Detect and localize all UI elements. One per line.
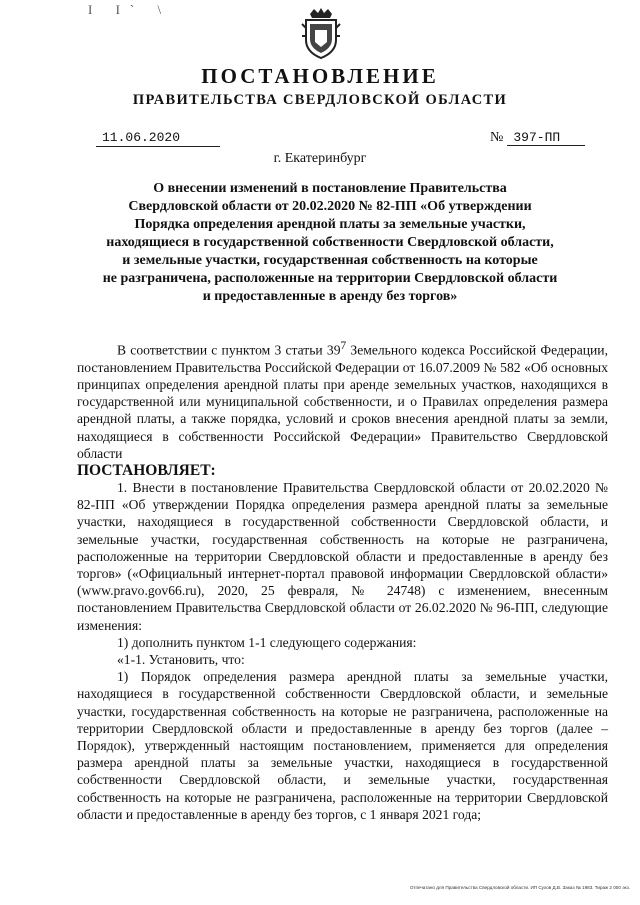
preamble-paragraph — [77, 338, 608, 462]
heading-line: и предоставленные в аренду без торгов» — [202, 289, 458, 304]
heading-line: и земельные участки, государственная собственность на которые — [122, 253, 538, 268]
body-paragraph: 1) Порядок определения размера арендной платы за земельные участки, находящиеся в государственной собственности Свердловской области, и земельные участки, государственная собственность на которые не разграничена, расположенные на территории Свердловской области и предоставленные в аренду без торгов (далее – Порядок), утвержденный настоящим постановлением, применяется для определения размера арендной платы за земельные участки, находящиеся в государственной собственности Свердловской области, и земельные участки, государственная собственность на которые не разграничена, расположенные на территории Свердловской области и предоставленные в аренду без торгов, с 1 января 2021 года; — [77, 669, 608, 822]
city: г. Екатеринбург — [273, 151, 367, 166]
heading-line: Порядка определения арендной платы за земельные участки, — [134, 217, 526, 232]
date-field — [96, 128, 220, 147]
document-heading — [80, 180, 580, 306]
body-paragraph: 1) дополнить пунктом 1-1 следующего содержания: — [117, 634, 417, 650]
issuer-title: ПРАВИТЕЛЬСТВА СВЕРДЛОВСКОЙ ОБЛАСТИ — [132, 92, 508, 108]
heading-line: Свердловской области от 20.02.2020 № 82-ПП «Об утверждении — [128, 199, 532, 214]
document-body — [77, 338, 608, 823]
coat-of-arms-icon — [300, 6, 342, 62]
body-paragraph: «1-1. Установить, что: — [117, 651, 245, 667]
print-imprint: Отпечатано для Правительства Свердловской области. ИП Сухов Д.В. Заказ № 1983. Тираж 2 000 экз. — [409, 885, 630, 890]
document-title: ПОСТАНОВЛЕНИЕ — [201, 64, 439, 88]
decree-word: ПОСТАНОВЛЯЕТ: — [77, 461, 216, 479]
number-field — [490, 128, 585, 146]
body-paragraph: 1. Внести в постановление Правительства Свердловской области от 20.02.2020 № 82-ПП «Об утверждении Порядка определения размера арендной платы за земельные участки, находящиеся в государственной собственности Свердловской области, и земельные участки, государственная собственность на которые не разграничена, расположенные на территории Свердловской области и предоставленные в аренду без торгов» («Официальный интернет-портал правовой информации Свердловской области» (www.pravo.gov66.ru), 2020, 25 февраля, № 24748) с изменением, внесенным постановлением Правительства Свердловской области от 26.02.2020 № 96-ПП, следующие изменения: — [77, 479, 608, 633]
scan-marks: I I` \ — [88, 2, 172, 17]
heading-line: не разграничена, расположенные на территории Свердловской области — [102, 271, 558, 286]
preamble-text-continued: Земельного кодекса Российской Федерации, постановлением Правительства Российской Федерации от 16.07.2009 № 582 «Об основных принципах определения арендной платы при аренде земельных участков, находящихся в государственной или муниципальной собственности, и о Правилах определения размера арендной платы, а также порядка, условий и сроков внесения арендной платы за земли, находящиеся в собственности Российской Федерации» Правительство Свердловской области — [77, 342, 608, 461]
preamble-text: В соответствии с пунктом 3 статьи 39 — [117, 342, 341, 358]
article-superscript: 7 — [340, 340, 347, 352]
heading-line: О внесении изменений в постановление Правительства — [153, 181, 507, 196]
document-date: 11.06.2020 — [102, 130, 181, 145]
document-number: 397-ПП — [507, 130, 585, 146]
number-sign: № — [490, 130, 504, 145]
heading-line: находящиеся в государственной собственности Свердловской области, — [106, 235, 554, 250]
